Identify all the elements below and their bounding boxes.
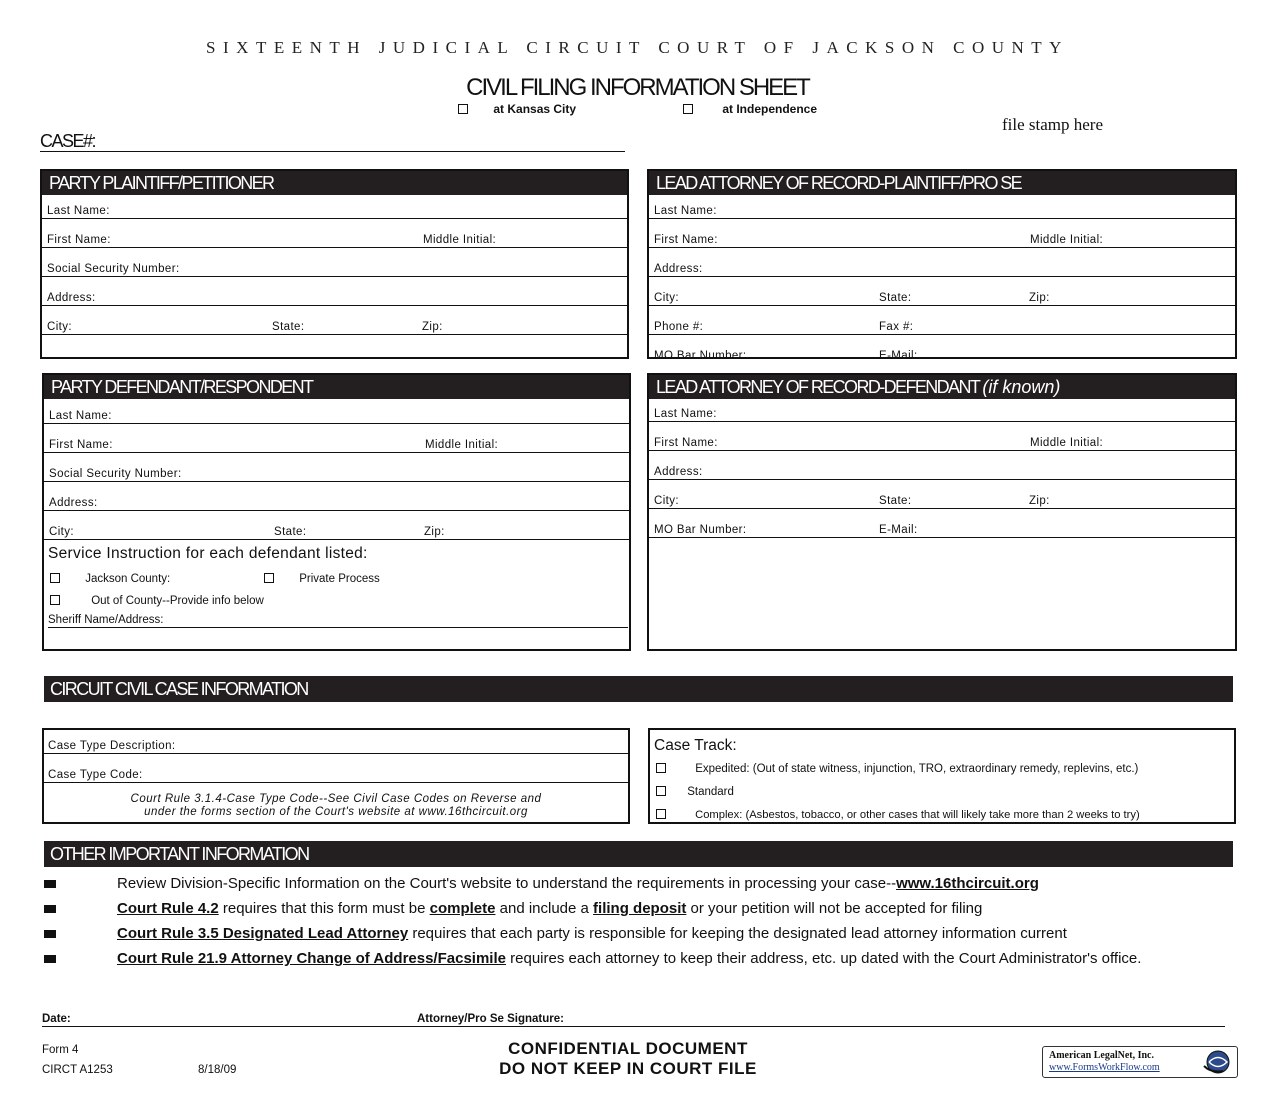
plaintiff-address-field[interactable] — [42, 277, 627, 306]
pa-email-label: E-Mail: — [879, 350, 918, 362]
confidential-line-1: CONFIDENTIAL DOCUMENT — [508, 1039, 748, 1058]
pa-bar-field[interactable] — [649, 335, 1235, 363]
pa-city-field[interactable] — [649, 277, 1235, 306]
defendant-ssn-field[interactable] — [44, 453, 629, 482]
plaintiff-last-name-label: Last Name: — [47, 205, 110, 217]
plaintiff-city-label: City: — [47, 321, 72, 333]
plaintiff-attorney-header: LEAD ATTORNEY OF RECORD-PLAINTIFF/PRO SE — [649, 171, 1235, 195]
da-address-field[interactable] — [649, 451, 1235, 480]
checkbox-jackson[interactable] — [50, 573, 60, 583]
case-type-rule-note — [44, 783, 628, 819]
checkbox-kansas-city[interactable] — [458, 104, 468, 114]
track-standard-option[interactable] — [656, 786, 734, 798]
file-stamp-label: file stamp here — [1002, 115, 1104, 134]
plaintiff-first-name-label: First Name: — [47, 234, 111, 246]
service-private-option[interactable] — [264, 573, 380, 585]
defendant-ssn-label: Social Security Number: — [49, 468, 182, 480]
case-type-description-field[interactable] — [44, 730, 628, 754]
other-info-header: OTHER IMPORTANT INFORMATION — [44, 841, 1233, 867]
rule-note-line-1: Court Rule 3.1.4-Case Type Code--See Civil Case Codes on Reverse and — [130, 793, 542, 805]
case-type-description-label: Case Type Description: — [48, 740, 176, 752]
track-expedited-option[interactable] — [656, 763, 1138, 775]
bullet-1 — [44, 880, 56, 888]
case-number-field[interactable] — [40, 131, 625, 152]
checkbox-out-of-county[interactable] — [50, 595, 60, 605]
globe-icon — [1201, 1049, 1233, 1075]
defendant-state-label: State: — [274, 526, 307, 538]
bullet-3 — [44, 930, 56, 938]
pa-address-field[interactable] — [649, 248, 1235, 277]
pa-state-label: State: — [879, 292, 912, 304]
defendant-last-name-label: Last Name: — [49, 410, 112, 422]
logo-url: www.FormsWorkFlow.com — [1049, 1062, 1160, 1073]
case-type-code-field[interactable] — [44, 754, 628, 783]
defendant-first-name-field[interactable] — [44, 424, 629, 453]
service-instructions — [44, 540, 629, 658]
da-first-name-label: First Name: — [654, 437, 718, 449]
location-kansas-city — [458, 102, 576, 116]
date-label: Date: — [42, 1013, 71, 1025]
service-out-option[interactable] — [50, 595, 264, 607]
defendant-attorney-header — [649, 375, 1235, 399]
info-item-3 — [117, 921, 1232, 946]
signature-label: Attorney/Pro Se Signature: — [417, 1013, 564, 1025]
defendant-city-field[interactable] — [44, 511, 629, 540]
da-middle-initial-label: Middle Initial: — [1030, 437, 1104, 449]
pa-bar-label: MO Bar Number: — [654, 350, 747, 362]
case-track-title: Case Track: — [654, 737, 737, 754]
form-title: CIVIL FILING INFORMATION SHEET — [466, 74, 809, 101]
sheriff-field[interactable] — [48, 614, 628, 628]
checkbox-standard[interactable] — [656, 786, 666, 796]
defendant-attorney-title: LEAD ATTORNEY OF RECORD-DEFENDANT — [656, 377, 979, 397]
defendant-first-name-label: First Name: — [49, 439, 113, 451]
case-type-section — [42, 728, 630, 824]
da-last-name-label: Last Name: — [654, 408, 717, 420]
filing-deposit-emphasis: filing deposit — [593, 900, 687, 917]
case-track-section — [648, 728, 1236, 824]
location-kansas-city-label: at Kansas City — [493, 102, 577, 116]
info-item-1 — [117, 871, 1232, 896]
da-bar-label: MO Bar Number: — [654, 524, 747, 536]
plaintiff-state-label: State: — [272, 321, 305, 333]
pa-first-name-label: First Name: — [654, 234, 718, 246]
pa-fax-label: Fax #: — [879, 321, 914, 333]
pa-middle-initial-label: Middle Initial: — [1030, 234, 1104, 246]
form-number: Form 4 — [42, 1044, 79, 1056]
revision-date: 8/18/09 — [198, 1064, 237, 1076]
info-item-2-text-a: requires that this form must be — [218, 900, 430, 917]
plaintiff-ssn-field[interactable] — [42, 248, 627, 277]
logo-name: American LegalNet, Inc. — [1049, 1050, 1154, 1061]
case-info-header: CIRCUIT CIVIL CASE INFORMATION — [44, 676, 1233, 702]
info-item-2-text-b: and include a — [495, 900, 594, 917]
pa-address-label: Address: — [654, 263, 703, 275]
bullet-4 — [44, 955, 56, 963]
info-item-1-text: Review Division-Specific Information on the Court's website to understand the requirements in processing your case-- — [117, 875, 897, 892]
da-first-name-field[interactable] — [649, 422, 1235, 451]
defendant-last-name-field[interactable] — [44, 399, 629, 424]
pa-phone-field[interactable] — [649, 306, 1235, 335]
plaintiff-ssn-label: Social Security Number: — [47, 263, 180, 275]
checkbox-expedited[interactable] — [656, 763, 666, 773]
court-name: SIXTEENTH JUDICIAL CIRCUIT COURT OF JACKSON COUNTY — [206, 38, 1069, 57]
plaintiff-middle-initial-label: Middle Initial: — [423, 234, 497, 246]
website-link[interactable]: www.16thcircuit.org — [896, 875, 1039, 892]
plaintiff-first-name-field[interactable] — [42, 219, 627, 248]
info-item-2 — [117, 896, 1232, 921]
confidential-notice — [440, 1039, 816, 1079]
plaintiff-attorney-section — [647, 169, 1237, 362]
defendant-attorney-section — [647, 373, 1237, 651]
defendant-header: PARTY DEFENDANT/RESPONDENT — [44, 375, 629, 399]
rule-note-line-2: under the forms section of the Court's website at www.16thcircuit.org — [144, 806, 528, 818]
case-type-code-label: Case Type Code: — [48, 769, 143, 781]
track-standard-label: Standard — [687, 786, 734, 798]
sheriff-label: Sheriff Name/Address: — [48, 614, 164, 626]
da-last-name-field[interactable] — [649, 399, 1235, 422]
complete-emphasis: complete — [429, 900, 496, 917]
plaintiff-section — [40, 169, 629, 359]
service-title: Service Instruction for each defendant listed: — [48, 545, 368, 562]
info-item-2-text-c: or your petition will not be accepted for filing — [686, 900, 983, 917]
checkbox-independence[interactable] — [683, 104, 693, 114]
plaintiff-last-name-field[interactable] — [42, 195, 627, 219]
defendant-zip-label: Zip: — [424, 526, 445, 538]
defendant-attorney-note: (if known) — [982, 377, 1061, 397]
signature-line[interactable] — [42, 1012, 1225, 1027]
track-complex-option[interactable] — [656, 809, 1140, 821]
da-zip-label: Zip: — [1029, 495, 1050, 507]
pa-first-name-field[interactable] — [649, 219, 1235, 248]
court-rule-4-2: Court Rule 4.2 — [117, 900, 219, 917]
court-rule-21-9: Court Rule 21.9 Attorney Change of Address/Facsimile — [117, 950, 506, 967]
info-item-4 — [117, 946, 1232, 971]
defendant-city-label: City: — [49, 526, 74, 538]
track-expedited-label: Expedited: (Out of state witness, injunction, TRO, extraordinary remedy, replevins, etc.) — [695, 763, 1139, 775]
bullet-2 — [44, 905, 56, 913]
service-jackson-option[interactable] — [50, 573, 170, 585]
defendant-address-label: Address: — [49, 497, 98, 509]
location-independence-label: at Independence — [722, 102, 818, 116]
defendant-address-field[interactable] — [44, 482, 629, 511]
info-item-4-text: requires each attorney to keep their address, etc. up dated with the Court Administrator's office. — [505, 950, 1142, 967]
confidential-line-2: DO NOT KEEP IN COURT FILE — [499, 1059, 757, 1078]
plaintiff-zip-label: Zip: — [422, 321, 443, 333]
checkbox-complex[interactable] — [656, 809, 666, 819]
da-city-field[interactable] — [649, 480, 1235, 509]
checkbox-private[interactable] — [264, 573, 274, 583]
track-complex-label: Complex: (Asbestos, tobacco, or other cases that will likely take more than 2 weeks to try) — [695, 809, 1140, 821]
location-independence — [683, 102, 817, 116]
plaintiff-address-label: Address: — [47, 292, 96, 304]
da-bar-field[interactable] — [649, 509, 1235, 538]
service-out-label: Out of County--Provide info below — [91, 595, 264, 607]
info-item-3-text: requires that each party is responsible for keeping the designated lead attorney information current — [408, 925, 1067, 942]
american-legalnet-logo[interactable] — [1042, 1046, 1238, 1078]
defendant-middle-initial-label: Middle Initial: — [425, 439, 499, 451]
plaintiff-header: PARTY PLAINTIFF/PETITIONER — [42, 171, 627, 195]
circt-number: CIRCT A1253 — [42, 1064, 113, 1076]
service-jackson-label: Jackson County: — [85, 573, 171, 585]
service-private-label: Private Process — [299, 573, 380, 585]
defendant-section — [42, 373, 631, 651]
da-city-label: City: — [654, 495, 679, 507]
da-email-label: E-Mail: — [879, 524, 918, 536]
pa-last-name-label: Last Name: — [654, 205, 717, 217]
plaintiff-city-field[interactable] — [42, 306, 627, 335]
case-number-label: CASE#: — [40, 131, 96, 151]
pa-phone-label: Phone #: — [654, 321, 704, 333]
court-rule-3-5: Court Rule 3.5 Designated Lead Attorney — [117, 925, 409, 942]
da-state-label: State: — [879, 495, 912, 507]
pa-city-label: City: — [654, 292, 679, 304]
pa-last-name-field[interactable] — [649, 195, 1235, 219]
pa-zip-label: Zip: — [1029, 292, 1050, 304]
da-address-label: Address: — [654, 466, 703, 478]
